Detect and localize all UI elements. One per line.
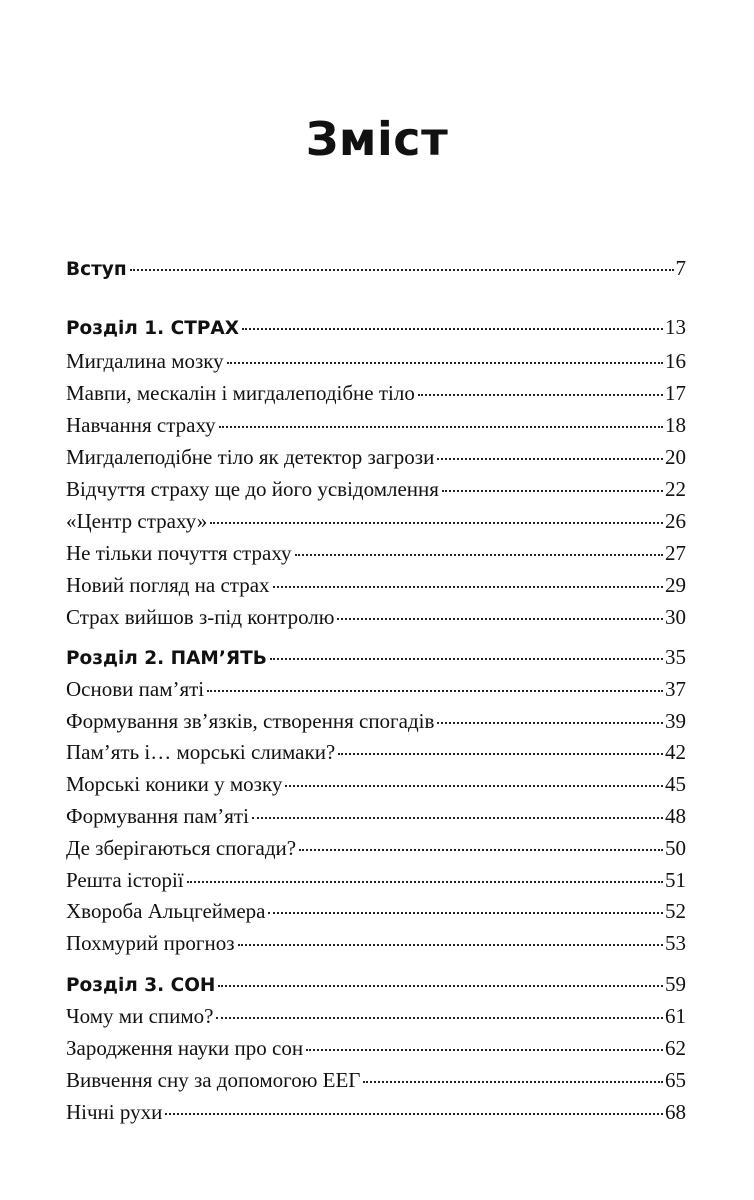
toc-entry-page: 45 [665, 772, 686, 796]
dot-leader [363, 1081, 663, 1083]
toc-entry [66, 1100, 686, 1132]
toc-entry-label: Хвороба Альцгеймера [66, 899, 266, 923]
toc-entry-label: Похмурий прогноз [66, 931, 235, 955]
toc-chapter-heading [66, 972, 686, 1004]
toc-entry-label: Де зберігаються спогади? [66, 836, 297, 860]
toc-entry-label: Основи пам’яті [66, 677, 205, 701]
dot-leader [306, 1049, 663, 1051]
toc-entry-page: 29 [665, 573, 686, 597]
toc-entry-label: Мигдалина мозку [66, 349, 224, 373]
dot-leader [268, 912, 663, 914]
toc-entry-page: 22 [665, 477, 686, 501]
toc-entry-page: 53 [665, 931, 686, 955]
dot-leader [337, 618, 663, 620]
toc-entry-label: Вивчення сну за допомогою ЕЕГ [66, 1068, 361, 1092]
toc-entry [66, 605, 686, 637]
toc-entry [66, 573, 686, 605]
toc-entry-page: 65 [665, 1068, 686, 1092]
toc-entry [66, 868, 686, 900]
toc-entry-label: Решта історії [66, 868, 184, 892]
toc-entry-label: Зародження науки про сон [66, 1036, 304, 1060]
dot-leader [227, 362, 663, 364]
dot-leader [442, 490, 663, 492]
toc-entry [66, 477, 686, 509]
toc-entry-page: 42 [665, 740, 686, 764]
toc-entry [66, 445, 686, 477]
toc-entry [66, 381, 686, 413]
toc-entry [66, 836, 686, 868]
toc-entry-page: 30 [665, 605, 686, 629]
toc-entry-label: «Центр страху» [66, 509, 208, 533]
toc-entry-label: Чому ми спимо? [66, 1004, 214, 1028]
toc-entry-page: 35 [665, 645, 686, 669]
toc-entry-page: 17 [665, 381, 686, 405]
toc-entry-page: 27 [665, 541, 686, 565]
toc-entry [66, 541, 686, 573]
toc-entry-page: 61 [665, 1004, 686, 1028]
dot-leader [219, 426, 663, 428]
toc-entry [66, 931, 686, 963]
toc-entry-label: Не тільки почуття страху [66, 541, 292, 565]
toc-entry [66, 709, 686, 741]
dot-leader [165, 1113, 663, 1115]
toc-entry-page: 50 [665, 836, 686, 860]
dot-leader [437, 722, 663, 724]
toc-entry-page: 68 [665, 1100, 686, 1124]
toc-entry [66, 1004, 686, 1036]
dot-leader [216, 1017, 663, 1019]
toc-entry-page: 7 [675, 256, 686, 280]
toc-entry [66, 349, 686, 381]
toc-entry-page: 39 [665, 709, 686, 733]
toc-entry [66, 1068, 686, 1100]
toc-entry-page: 59 [665, 972, 686, 996]
toc-entry-intro [66, 256, 686, 288]
toc-entry-label: Страх вийшов з-під контролю [66, 605, 335, 629]
toc-entry-label: Навчання страху [66, 413, 216, 437]
toc-entry-page: 48 [665, 804, 686, 828]
dot-leader [270, 658, 663, 660]
toc-entry-label: Новий погляд на страх [66, 573, 270, 597]
dot-leader [130, 269, 674, 271]
toc-entry-page: 51 [665, 868, 686, 892]
toc-entry-label: Відчуття страху ще до його усвідомлення [66, 477, 439, 501]
dot-leader [273, 586, 663, 588]
toc-entry [66, 772, 686, 804]
toc-entry-page: 37 [665, 677, 686, 701]
dot-leader [242, 328, 663, 330]
toc-entry [66, 509, 686, 541]
dot-leader [299, 849, 663, 851]
toc-chapter-heading [66, 315, 686, 347]
toc-entry-page: 20 [665, 445, 686, 469]
dot-leader [238, 944, 663, 946]
dot-leader [295, 554, 663, 556]
toc-entry [66, 1036, 686, 1068]
dot-leader [252, 817, 663, 819]
toc-entry-label: Розділ 2. ПАМ’ЯТЬ [66, 648, 267, 669]
toc-entry-label: Нічні рухи [66, 1100, 163, 1124]
toc-chapter-heading [66, 645, 686, 677]
dot-leader [187, 881, 663, 883]
toc-entry-page: 18 [665, 413, 686, 437]
toc-entry-label: Розділ 3. СОН [66, 975, 216, 996]
toc-entry-label: Формування пам’яті [66, 804, 249, 828]
dot-leader [207, 690, 663, 692]
toc-entry-label: Мигдалеподібне тіло як детектор загрози [66, 445, 435, 469]
toc-entry-label: Морські коники у мозку [66, 772, 283, 796]
dot-leader [418, 394, 663, 396]
dot-leader [285, 785, 663, 787]
dot-leader [338, 753, 663, 755]
dot-leader [437, 458, 663, 460]
toc-entry [66, 740, 686, 772]
page-title: Зміст [305, 112, 449, 166]
dot-leader [210, 522, 663, 524]
toc-entry-label: Розділ 1. СТРАХ [66, 318, 239, 339]
toc-entry-label: Пам’ять і… морські слимаки? [66, 740, 336, 764]
toc-entry-page: 62 [665, 1036, 686, 1060]
toc-entry [66, 899, 686, 931]
toc-entry [66, 804, 686, 836]
toc-entry-page: 52 [665, 899, 686, 923]
toc-entry [66, 677, 686, 709]
toc-entry-page: 13 [665, 315, 686, 339]
toc-entry-page: 16 [665, 349, 686, 373]
toc-entry-label: Вступ [66, 259, 127, 280]
toc-entry-label: Формування зв’язків, створення спогадів [66, 709, 435, 733]
dot-leader [218, 985, 663, 987]
toc-entry-page: 26 [665, 509, 686, 533]
toc-entry [66, 413, 686, 445]
toc-entry-label: Мавпи, мескалін і мигдалеподібне тіло [66, 381, 415, 405]
